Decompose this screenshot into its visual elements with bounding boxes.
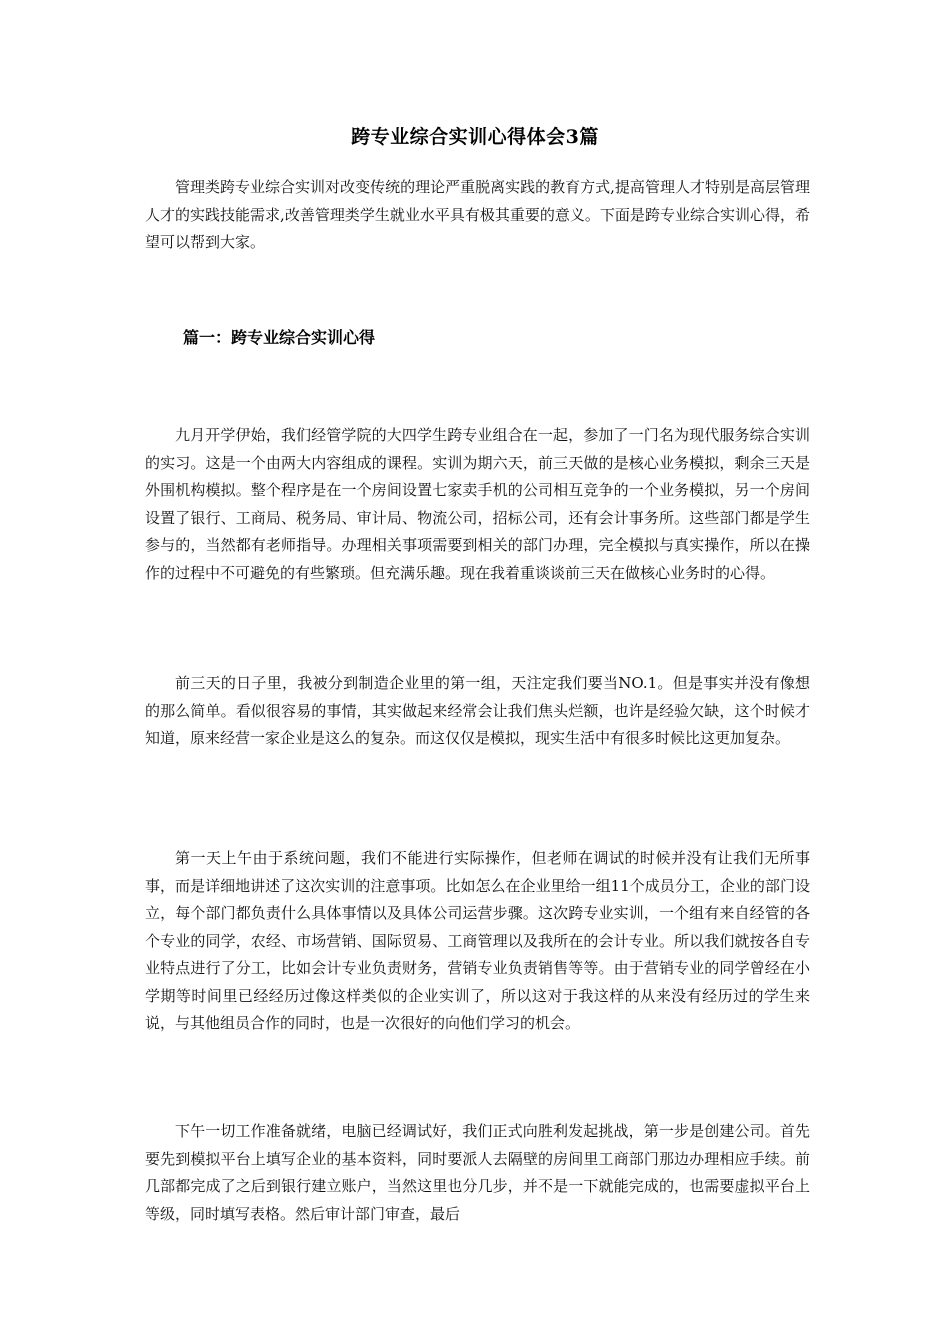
section-heading: 篇一：跨专业综合实训心得: [183, 328, 376, 347]
body-paragraph-1: 九月开学伊始，我们经管学院的大四学生跨专业组合在一起，参加了一门名为现代服务综合实训的实习。这是一个由两大内容组成的课程。实训为期六天，前三天做的是核心业务模拟，剩余三天是外围机构模拟。整个程序是在一个房间设置七家卖手机的公司相互竞争的一个业务模拟，另一个房间设置了银行、工商局、税务局、审计局、物流公司，招标公司，还有会计事务所。这些部门都是学生参与的，当然都有老师指导。办理相关事项需要到相关的部门办理，完全模拟与真实操作，所以在操作的过程中不可避免的有些繁琐。但充满乐趣。现在我着重谈谈前三天在做核心业务时的心得。: [145, 426, 810, 582]
body-paragraph-3: 第一天上午由于系统问题，我们不能进行实际操作，但老师在调试的时候并没有让我们无所事事，而是详细地讲述了这次实训的注意事项。比如怎么在企业里给一组11个成员分工，企业的部门设立，每个部门都负责什么具体事情以及具体公司运营步骤。这次跨专业实训，一个组有来自经管的各个专业的同学，农经、市场营销、国际贸易、工商管理以及我所在的会计专业。所以我们就按各自专业特点进行了分工，比如会计专业负责财务，营销专业负责销售等等。由于营销专业的同学曾经在小学期等时间里已经经历过像这样类似的企业实训了，所以这对于我这样的从来没有经历过的学生来说，与其他组员合作的同时，也是一次很好的向他们学习的机会。: [145, 849, 810, 1032]
body-paragraph-4: 下午一切工作准备就绪，电脑已经调试好，我们正式向胜利发起挑战，第一步是创建公司。首先要先到模拟平台上填写企业的基本资料，同时要派人去隔壁的房间里工商部门那边办理相应手续。前几部都完成了之后到银行建立账户，当然这里也分几步，并不是一下就能完成的，也需要虚拟平台上等级，同时填写表格。然后审计部门审查，最后: [145, 1122, 810, 1223]
intro-paragraph: 管理类跨专业综合实训对改变传统的理论严重脱离实践的教育方式,提高管理人才特别是高层管理人才的实践技能需求,改善管理类学生就业水平具有极其重要的意义。下面是跨专业综合实训心得，希望可以帮到大家。: [145, 178, 810, 251]
document-title: 跨专业综合实训心得体会3篇: [351, 126, 599, 148]
body-paragraph-2: 前三天的日子里，我被分到制造企业里的第一组，天注定我们要当NO.1。但是事实并没有像想的那么简单。看似很容易的事情，其实做起来经常会让我们焦头烂额，也许是经验欠缺，这个时候才知道，原来经营一家企业是这么的复杂。而这仅仅是模拟，现实生活中有很多时候比这更加复杂。: [145, 674, 810, 747]
